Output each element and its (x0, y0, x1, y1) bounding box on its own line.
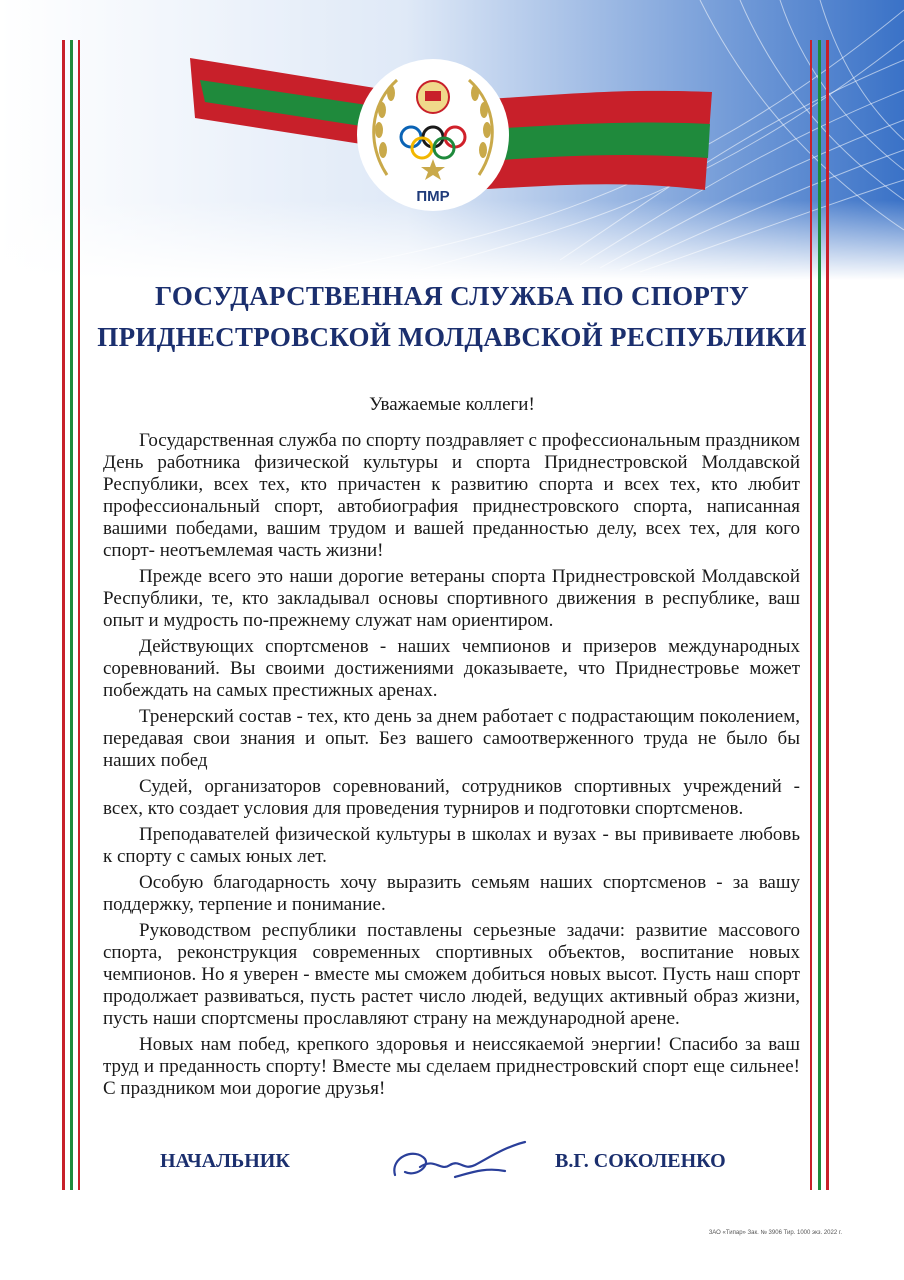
handwritten-signature (385, 1137, 535, 1187)
paragraph: Руководством республики поставлены серьезные задачи: развитие массового спорта, реконструкция современных спортивных объектов, воспитание новых чемпионов. Но я уверен - вместе мы сможем добиться новых высот. Пусть наш спорт продолжает развиваться, пусть растет число людей, ведущих активный образ жизни, пусть наши спортсмены прославляют страну на международной арене. (103, 920, 800, 1029)
signature-name: В.Г. СОКОЛЕНКО (555, 1150, 726, 1172)
emblem-caption: ПМР (416, 188, 450, 205)
signature-role: НАЧАЛЬНИК (160, 1150, 290, 1172)
printer-imprint: ЗАО «Типар» Зак. № 3906 Тир. 1000 экз. 2022 г. (708, 1230, 842, 1236)
left-border-red-2 (78, 40, 80, 1190)
left-border-green (70, 40, 73, 1190)
right-border-red (810, 40, 812, 1190)
paragraph: Прежде всего это наши дорогие ветераны спорта Приднестровской Молдавской Республики, те, кто закладывал основы спортивного движения в республике, ваш опыт и мудрость по-прежнему служат нам ориентиром. (103, 566, 800, 631)
paragraph: Тренерский состав - тех, кто день за днем работает с подрастающим поколением, передавая свои знания и опыт. Без вашего самоотверженного труда не было бы наших побед (103, 706, 800, 771)
paragraph: Преподавателей физической культуры в школах и вузах - вы прививаете любовь к спорту с самых юных лет. (103, 824, 800, 867)
org-title-line2: ПРИДНЕСТРОВСКОЙ МОЛДАВСКОЙ РЕСПУБЛИКИ (97, 322, 807, 352)
paragraph: Государственная служба по спорту поздравляет с профессиональным праздником День работника физической культуры и спорта Приднестровской Молдавской Республики, всех тех, кто причастен к развитию спорта и всех тех, кто любит профессиональный спорт, автобиография приднестровского спорта, написанная вашими победами, вашим трудом и вашей преданностью делу, всех тех, для кого спорт- неотъемлемая часть жизни! (103, 430, 800, 561)
left-border-red (62, 40, 65, 1190)
letter-body (103, 430, 800, 1104)
emblem (357, 55, 509, 215)
greeting: Уважаемые коллеги! (369, 394, 535, 415)
paragraph: Особую благодарность хочу выразить семьям наших спортсменов - за вашу поддержку, терпение и понимание. (103, 872, 800, 915)
org-title-line1: ГОСУДАРСТВЕННАЯ СЛУЖБА ПО СПОРТУ (155, 281, 749, 311)
paragraph: Судей, организаторов соревнований, сотрудников спортивных учреждений - всех, кто создает условия для проведения турниров и подготовки спортсменов. (103, 776, 800, 819)
right-border-green (818, 40, 821, 1190)
paragraph: Новых нам побед, крепкого здоровья и неиссякаемой энергии! Спасибо за ваш труд и преданность спорту! Вместе мы сделаем приднестровский спорт еще сильнее! С праздником мои дорогие друзья! (103, 1034, 800, 1099)
right-border-red-2 (826, 40, 829, 1190)
paragraph: Действующих спортсменов - наших чемпионов и призеров международных соревнований. Вы своими достижениями доказываете, что Приднестровье может побеждать на самых престижных аренах. (103, 636, 800, 701)
